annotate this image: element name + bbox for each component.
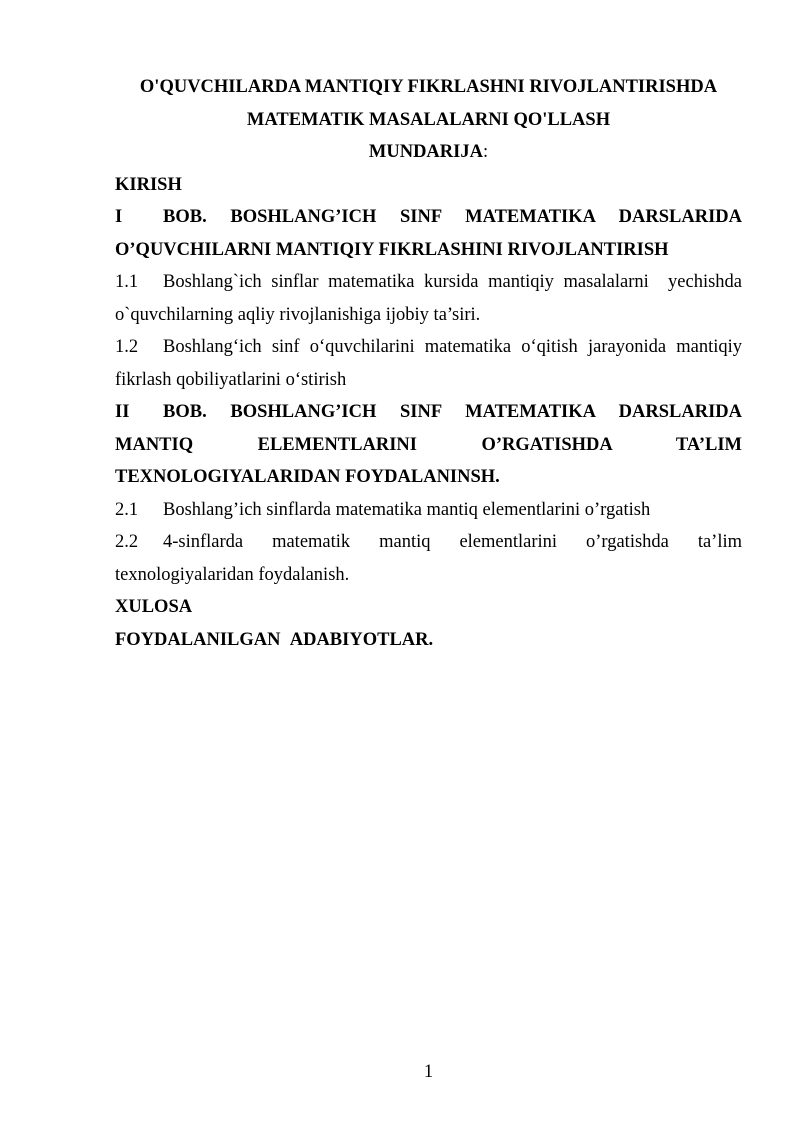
toc-chapter2-line-2: MANTIQ ELEMENTLARINI O’RGATISHDA TA’LIM (115, 434, 742, 455)
toc-section22-text-1: 4-sinflarda matematik mantiq elementlarini o’rgatishda ta’lim (163, 532, 742, 552)
page-number: 1 (423, 1062, 434, 1082)
toc-section12-text-1: Boshlang‘ich sinf o‘quvchilarini matematika o‘qitish jarayonida mantiqiy (163, 337, 742, 357)
toc-section11-line-1 (115, 266, 742, 299)
contents-heading-colon: : (482, 142, 489, 162)
toc-section22-number: 2.2 (115, 532, 139, 552)
toc-entry-xulosa: XULOSA (115, 597, 193, 617)
contents-heading (115, 136, 742, 169)
toc-chapter2-text-1: BOB. BOSHLANG’ICH SINF MATEMATIKA DARSLARIDA (163, 402, 742, 422)
contents-heading-label: MUNDARIJA (368, 142, 483, 162)
toc-section11-number: 1.1 (115, 272, 139, 292)
toc-chapter1-line-2: O’QUVCHILARNI MANTIQIY FIKRLASHINI RIVOJLANTIRISH (115, 239, 669, 260)
toc-chapter2-line-1 (115, 396, 742, 429)
toc-entry-references: FOYDALANILGAN ADABIYOTLAR. (115, 629, 434, 650)
toc-chapter1-number: I (115, 207, 123, 227)
toc-section22-line-2: texnologiyalaridan foydalanish. (115, 564, 350, 585)
document-title-line-1: O'QUVCHILARDA MANTIQIY FIKRLASHNI RIVOJLANTIRISHDA (139, 77, 718, 97)
toc-section21-line-1 (115, 494, 742, 527)
toc-chapter2-line-3: TEXNOLOGIYALARIDAN FOYDALANINSH. (115, 467, 500, 487)
toc-entry-kirish: KIRISH (115, 174, 182, 195)
toc-section12-line-2: fikrlash qobiliyatlarini o‘stirish (115, 369, 347, 390)
toc-section22-line-1 (115, 526, 742, 559)
toc-section11-text-1: Boshlang`ich sinflar matematika kursida mantiqiy masalalarni yechishda (163, 272, 742, 292)
document-body (115, 71, 742, 656)
toc-chapter2-number: II (115, 402, 130, 422)
toc-section12-line-1 (115, 331, 742, 364)
toc-chapter1-text-1: BOB. BOSHLANG’ICH SINF MATEMATIKA DARSLARIDA (163, 207, 742, 227)
toc-section21-number: 2.1 (115, 499, 139, 520)
toc-chapter1-line-1 (115, 201, 742, 234)
document-title-line-2: MATEMATIK MASALALARNI QO'LLASH (246, 109, 611, 130)
toc-section11-line-2: o`quvchilarning aqliy rivojlanishiga ijobiy ta’siri. (115, 304, 481, 325)
toc-section12-number: 1.2 (115, 337, 139, 357)
toc-section21-text-1: Boshlang’ich sinflarda matematika mantiq elementlarini o’rgatish (163, 499, 651, 520)
